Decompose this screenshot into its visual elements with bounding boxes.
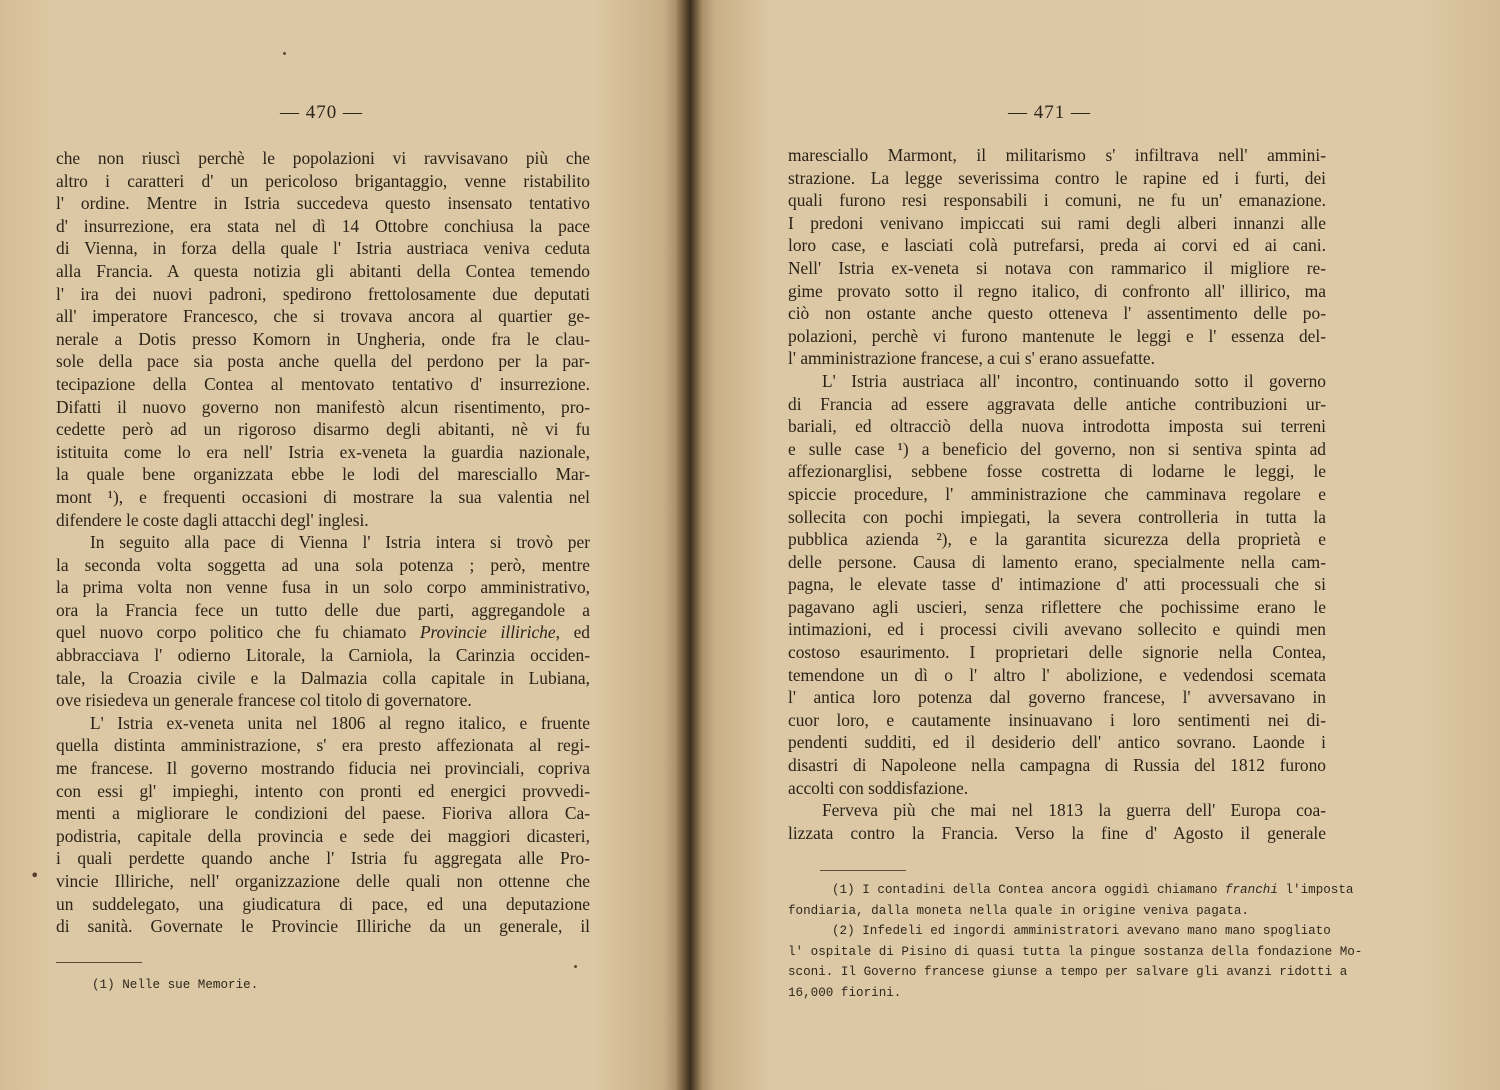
text-line: la prima volta non venne fusa in un solo corpo amministrativo,	[56, 577, 590, 598]
text-line: polazioni, perchè vi furono mantenute le leggi e l' essenza del-	[788, 325, 1326, 346]
text-line: che non riuscì perchè le popolazioni vi ravvisavano più che	[56, 148, 590, 168]
footnotes	[92, 975, 512, 996]
text-line: sole della pace sia posta anche quella del perdono per la par-	[56, 351, 590, 372]
footnote-rule	[56, 962, 142, 963]
text-line: nerale a Dotis presso Komorn in Ungheria, onde fra le clau-	[56, 328, 590, 349]
text-line: abbracciava l' odierno Litorale, la Carniola, la Carinzia occiden-	[56, 645, 590, 666]
body-text	[788, 144, 1326, 844]
page-number: — 470 —	[280, 102, 363, 123]
text-line: con essi gl' impieghi, intento con pronti ed energici provvedi-	[56, 780, 590, 801]
footnote: (1) Nelle sue Memorie.	[92, 978, 259, 992]
text-line: ciò non ostante anche questo otteneva l' assentimento delle po-	[788, 303, 1326, 324]
text-line: lizzata contro la Francia. Verso la fine d' Agosto il generale	[788, 822, 1326, 843]
text-line: sollecita con pochi impiegati, la severa controlleria in tutta la	[788, 506, 1326, 527]
text-line: Difatti il nuovo governo non manifestò alcun risentimento, pro-	[56, 396, 590, 417]
text-line: di Francia ad essere aggravata delle antiche contribuzioni ur-	[788, 393, 1326, 414]
text-line: all' imperatore Francesco, che si trovava ancora al quartier ge-	[56, 306, 590, 327]
text-line: pagna, le elevate tasse d' intimazione d' atti processuali che si	[788, 574, 1326, 595]
text-line: me francese. Il governo mostrando fiducia nei provinciali, copriva	[56, 758, 590, 779]
text-line: disastri di Napoleone nella campagna di Russia del 1812 furono	[788, 755, 1326, 776]
text-line: d' insurrezione, era stata nel dì 14 Ottobre conchiusa la pace	[56, 215, 590, 236]
text-line: pendenti sudditi, ed il desiderio dell' antico sovrano. Laonde i	[788, 732, 1326, 753]
left-page	[0, 0, 690, 1090]
text-line: un suddelegato, una giudicatura di pace, ed una deputazione	[56, 893, 590, 914]
footnote: sconi. Il Governo francese giunse a tempo per salvare gli avanzi ridotti a	[788, 965, 1348, 979]
text-line: temendone un dì o l' altro l' abolizione, e vedendosi scemata	[788, 664, 1326, 685]
text-line: In seguito alla pace di Vienna l' Istria intera si trovò per	[90, 532, 590, 553]
text-line: strazione. La legge severissima contro le rapine ed i furti, dei	[788, 167, 1326, 188]
text-line: altro i caratteri d' un pericoloso brigantaggio, venne ristabilito	[56, 170, 590, 191]
text-line: mont ¹), e frequenti occasioni di mostrare la sua valentia nel	[56, 486, 590, 507]
text-line: affezionarglisi, sebbene fosse costretta di lodarne le leggi, le	[788, 461, 1326, 482]
footnote: 16,000 fiorini.	[788, 985, 902, 1000]
text-line: vincie Illiriche, nell' organizzazione delle quali non ottenne che	[56, 871, 590, 891]
text-line: la seconda volta soggetta ad una sola potenza ; però, mentre	[56, 554, 590, 575]
text-line: pagavano agli uscieri, senza riflettere che pochissime erano le	[788, 596, 1326, 617]
text-line: e sulle case ¹) a beneficio del governo, non si sentiva spinta ad	[788, 438, 1326, 459]
text-line: accolti con soddisfazione.	[788, 777, 969, 798]
text-span: l'imposta	[1277, 883, 1354, 897]
text-line: la quale bene organizzata ebbe le lodi del maresciallo Mar-	[56, 464, 590, 485]
text-line: spiccie procedure, l' amministrazione che camminava regolare e	[788, 483, 1326, 504]
footnote: fondiaria, dalla moneta nella quale in origine veniva pagata.	[788, 903, 1250, 918]
text-line: ove risiedeva un generale francese col titolo di governatore.	[56, 690, 472, 711]
book-gutter	[676, 0, 702, 1090]
italic-term: franchi	[1225, 883, 1278, 897]
text-line: ora la Francia fece un tutto delle due parti, aggregandole a	[56, 599, 590, 620]
text-line: loro case, e lasciati colà putrefarsi, preda ai corvi ed ai cani.	[788, 235, 1326, 256]
text-span: quel nuovo corpo politico che fu chiamato	[56, 622, 420, 643]
body-text	[56, 147, 590, 938]
paper-speck	[283, 52, 286, 55]
footnote: (2) Infedeli ed ingordi amministratori avevano mano mano spogliato	[832, 924, 1331, 938]
text-line: costoso esaurimento. I proprietari delle signorie nella Contea,	[788, 642, 1326, 663]
text-line: di Vienna, in forza della quale l' Istria austriaca veniva ceduta	[56, 238, 590, 259]
text-line: tale, la Croazia civile e la Dalmazia colla capitale in Lubiana,	[56, 667, 590, 688]
text-line	[56, 621, 590, 644]
text-line: podistria, capitale della provincia e sede dei maggiori dicasteri,	[56, 825, 590, 846]
text-span: , ed	[555, 622, 590, 643]
text-line: alla Francia. A questa notizia gli abitanti della Contea temendo	[56, 260, 590, 281]
text-line: Nell' Istria ex-veneta si notava con rammarico il migliore re-	[788, 257, 1326, 278]
footnote: l' ospitale di Pisino di quasi tutta la pingue sostanza della fondazione Mo-	[788, 944, 1363, 959]
text-line: quali furono resi responsabili i comuni, ne fu un' emanazione.	[788, 190, 1326, 211]
text-line: cedette però ad un rigoroso disarmo degli abitanti, nè vi fu	[56, 419, 590, 440]
text-line: L' Istria austriaca all' incontro, continuando sotto il governo	[822, 370, 1326, 391]
text-line: bariali, ed oltracciò della nuova introdotta imposta sui terreni	[788, 416, 1326, 437]
text-line: difendere le coste dagli attacchi degl' inglesi.	[56, 509, 369, 530]
text-line: l' ira dei nuovi padroni, spedirono frettolosamente due deputati	[56, 283, 590, 304]
right-page	[690, 0, 1500, 1090]
text-line: menti a migliorare le condizioni del paese. Fioriva allora Ca-	[56, 803, 590, 824]
footnote	[788, 880, 1354, 901]
margin-mark: •	[30, 866, 40, 885]
text-line: l' amministrazione francese, a cui s' erano assuefatte.	[788, 348, 1155, 369]
text-line: maresciallo Marmont, il militarismo s' infiltrava nell' ammini-	[788, 145, 1326, 165]
text-line: pubblica azienda ²), e la garantita sicurezza della proprietà e	[788, 529, 1326, 550]
page-number: — 471 —	[1008, 102, 1091, 123]
footnotes	[788, 880, 1363, 1003]
text-line: l' antica loro potenza dal governo francese, l' avversavano in	[788, 687, 1326, 708]
text-line: quella distinta amministrazione, s' era presto affezionata al regi-	[56, 735, 590, 756]
text-line: l' ordine. Mentre in Istria succedeva questo insensato tentativo	[56, 193, 590, 214]
text-line: tecipazione della Contea al mentovato tentativo d' insurrezione.	[56, 373, 590, 394]
text-line: istituita come lo era nell' Istria ex-veneta la guardia nazionale,	[56, 441, 590, 462]
text-line: L' Istria ex-veneta unita nel 1806 al regno italico, e fruente	[90, 712, 590, 733]
text-span: (1) I contadini della Contea ancora oggidì chiamano	[832, 883, 1225, 897]
text-line: i quali perdette quando anche l' Istria fu aggregata alle Pro-	[56, 848, 590, 869]
text-line: cuor loro, e cautamente insinuavano i loro sentimenti nei di-	[788, 709, 1326, 730]
text-line: Ferveva più che mai nel 1813 la guerra dell' Europa coa-	[822, 800, 1326, 821]
text-line: gime provato sotto il regno italico, di confronto all' illirico, ma	[788, 280, 1326, 301]
text-line: di sanità. Governate le Provincie Illiriche da un generale, il	[56, 916, 590, 937]
text-line: intimazioni, ed i processi civili avevano sollecito e quindi men	[788, 619, 1326, 640]
italic-term: Provincie illiriche	[419, 622, 556, 643]
footnote-rule	[820, 870, 906, 871]
text-line: I predoni venivano impiccati sui rami degli alberi innanzi alle	[788, 212, 1326, 233]
text-line: delle persone. Causa di lamento erano, specialmente nella cam-	[788, 551, 1326, 572]
paper-speck	[574, 965, 577, 968]
